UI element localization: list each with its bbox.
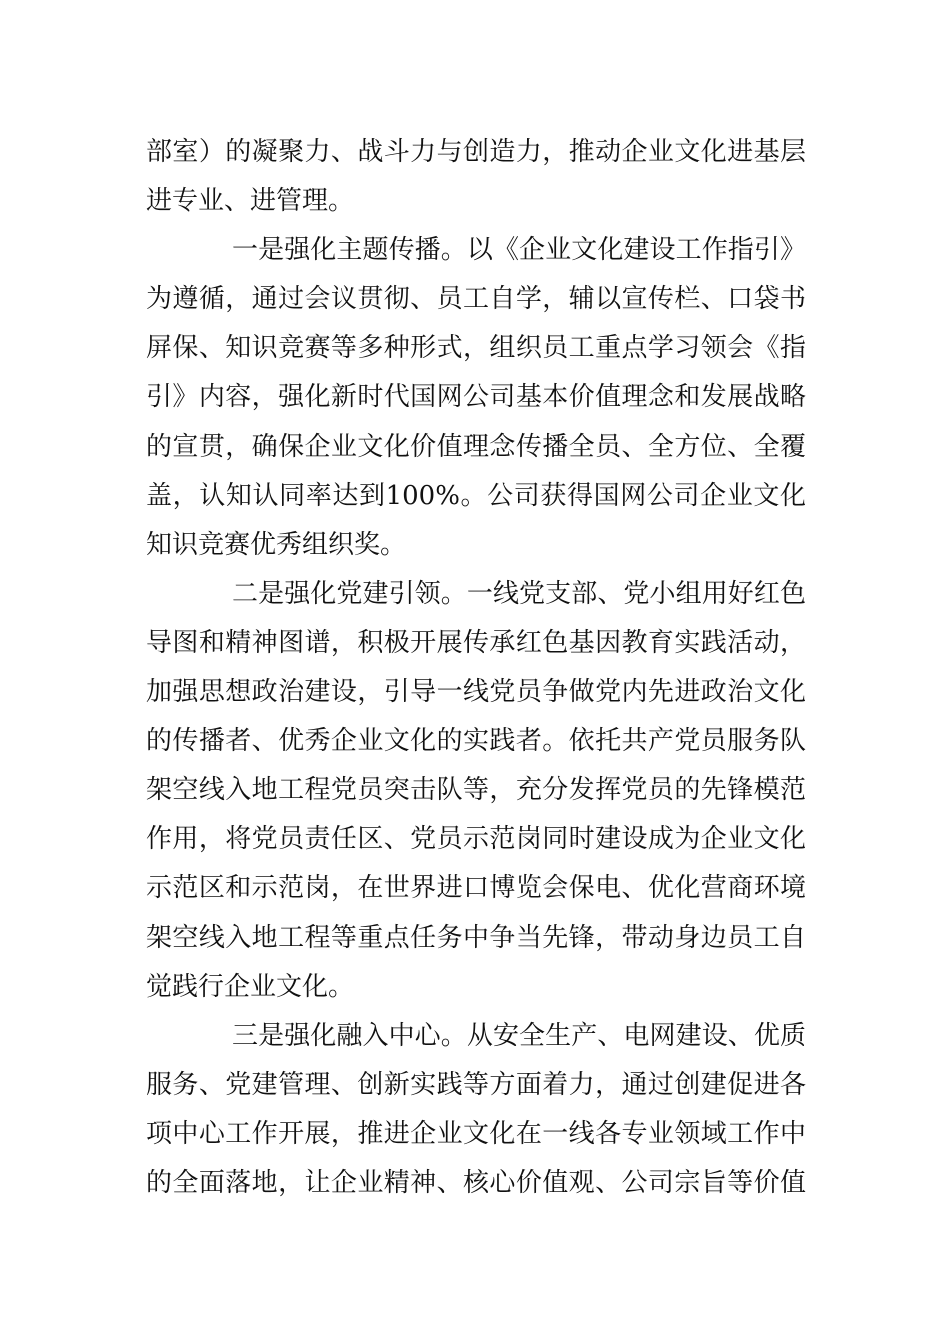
document-body [146,128,806,1208]
document-text-line: 的传播者、优秀企业文化的实践者。依托共产党员服务队 [146,726,806,757]
document-text-line: 二是强化党建引领。一线党支部、党小组用好红色 [232,578,806,609]
document-text-line: 一是强化主题传播。以《企业文化建设工作指引》 [232,235,806,266]
document-text-line: 为遵循，通过会议贯彻、员工自学，辅以宣传栏、口袋书 [146,284,806,315]
document-text-line: 引》内容，强化新时代国网公司基本价值理念和发展战略 [146,382,806,413]
document-text-line: 项中心工作开展，推进企业文化在一线各专业领域工作中 [146,1118,806,1149]
document-text-line: 架空线入地工程等重点任务中争当先锋，带动身边员工自 [146,922,806,953]
document-text-line: 知识竞赛优秀组织奖。 [146,529,407,560]
document-text-line: 的全面落地，让企业精神、核心价值观、公司宗旨等价值 [146,1167,806,1198]
document-text-line: 架空线入地工程党员突击队等，充分发挥党员的先锋模范 [146,775,806,806]
document-text-line: 示范区和示范岗，在世界进口博览会保电、优化营商环境 [146,873,806,904]
document-text-line: 部室）的凝聚力、战斗力与创造力，推动企业文化进基层 [146,137,806,167]
document-text-line: 导图和精神图谱，积极开展传承红色基因教育实践活动， [146,627,806,658]
document-text-line: 觉践行企业文化。 [146,971,355,1002]
document-text-line: 服务、党建管理、创新实践等方面着力，通过创建促进各 [146,1069,806,1100]
document-text-line: 的宣贯，确保企业文化价值理念传播全员、全方位、全覆 [146,431,806,462]
document-text-line: 盖，认知认同率达到100%。公司获得国网公司企业文化 [146,480,806,511]
document-text-line: 进专业、进管理。 [146,186,355,217]
document-text-line: 三是强化融入中心。从安全生产、电网建设、优质 [232,1020,806,1051]
document-text-line: 作用，将党员责任区、党员示范岗同时建设成为企业文化 [146,824,806,855]
document-text-line: 屏保、知识竞赛等多种形式，组织员工重点学习领会《指 [146,333,806,364]
document-text-line: 加强思想政治建设，引导一线党员争做党内先进政治文化 [146,677,806,708]
